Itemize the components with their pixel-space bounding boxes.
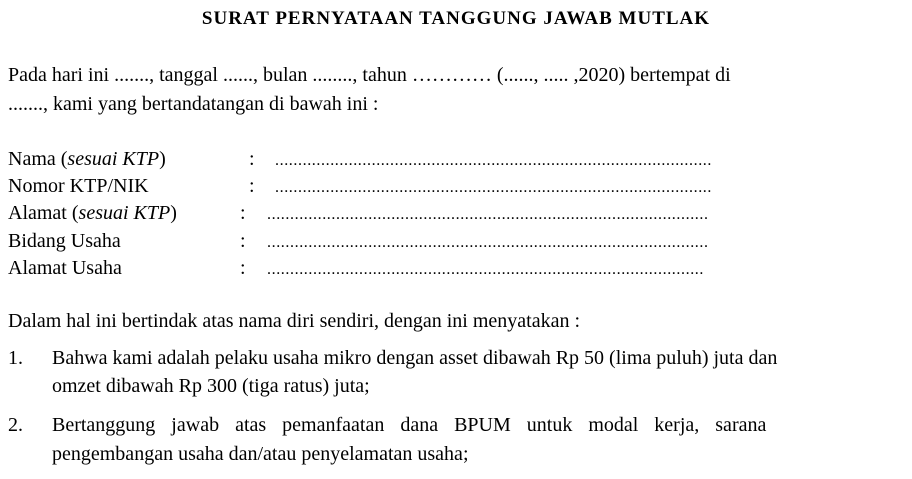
field-dots-bidang-usaha: ................................................................................................ bbox=[267, 234, 709, 251]
field-dots-nik: ............................................................................................... bbox=[275, 179, 712, 196]
document-title: SURAT PERNYATAAN TANGGUNG JAWAB MUTLAK bbox=[201, 8, 711, 29]
item-2-line-2: pengembangan usaha dan/atau penyelamatan usaha; bbox=[52, 443, 469, 465]
field-colon-nama: : bbox=[249, 148, 255, 170]
field-label-nama: Nama (sesuai KTP) bbox=[8, 148, 166, 170]
item-number-1: 1. bbox=[8, 347, 23, 369]
intro-line-2: ......., kami yang bertandatangan di bawah ini : bbox=[8, 93, 379, 115]
field-dots-alamat: ................................................................................................ bbox=[267, 206, 709, 223]
field-label-alamat-usaha: Alamat Usaha bbox=[8, 257, 122, 279]
field-colon-alamat-usaha: : bbox=[240, 257, 246, 279]
field-colon-bidang-usaha: : bbox=[240, 230, 246, 252]
field-dots-alamat-usaha: ............................................................................................... bbox=[267, 261, 704, 278]
item-1-line-1: Bahwa kami adalah pelaku usaha mikro dengan asset dibawah Rp 50 (lima puluh) juta dan bbox=[52, 347, 778, 369]
statement-intro: Dalam hal ini bertindak atas nama diri sendiri, dengan ini menyatakan : bbox=[8, 310, 581, 332]
field-colon-alamat: : bbox=[240, 202, 246, 224]
item-number-2: 2. bbox=[8, 414, 23, 436]
field-label-nik: Nomor KTP/NIK bbox=[8, 175, 149, 197]
field-label-alamat: Alamat (sesuai KTP) bbox=[8, 202, 177, 224]
item-1-line-2: omzet dibawah Rp 300 (tiga ratus) juta; bbox=[52, 375, 370, 397]
intro-line-1: Pada hari ini ......., tanggal ......, bulan ........, tahun ………… (......, ..... ,2020) bertempat di bbox=[8, 64, 731, 86]
field-colon-nik: : bbox=[249, 175, 255, 197]
field-label-bidang-usaha: Bidang Usaha bbox=[8, 230, 121, 252]
item-2-line-1: Bertanggung jawab atas pemanfaatan dana BPUM untuk modal kerja, sarana bbox=[52, 414, 767, 436]
field-dots-nama: ............................................................................................... bbox=[275, 152, 712, 169]
